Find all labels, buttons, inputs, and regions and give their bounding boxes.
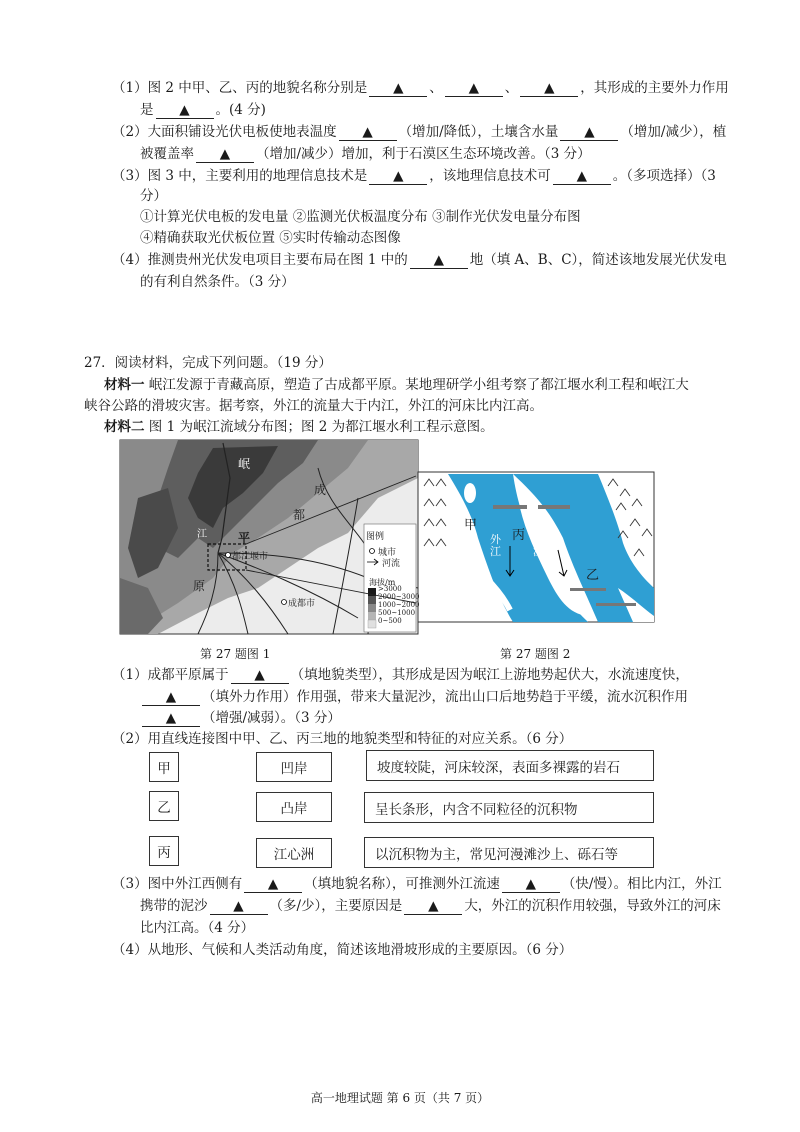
material-1-line1: 材料一 岷江发源于青藏高原，塑造了古成都平原。某地理研学小组考察了都江堰水利工程和岷江大 bbox=[104, 377, 689, 393]
legend-river: 河流 bbox=[382, 559, 401, 569]
q27-3-line3: 比内江高。（4 分） bbox=[140, 920, 255, 936]
answer-blank[interactable]: ▲ bbox=[142, 689, 200, 706]
answer-blank[interactable]: ▲ bbox=[231, 667, 289, 684]
answer-blank[interactable]: ▲ bbox=[244, 876, 302, 893]
label-jia: 甲 bbox=[464, 518, 478, 533]
q27-title: 27．阅读材料，完成下列问题。（19 分） bbox=[84, 355, 332, 371]
legend-title: 图例 bbox=[366, 532, 385, 542]
legend-city: 城市 bbox=[378, 548, 397, 558]
q26-3-options1: ①计算光伏电板的发电量 ②监测光伏板温度分布 ③制作光伏发电量分布图 bbox=[140, 209, 581, 225]
label-jiang: 江 bbox=[197, 529, 207, 540]
q27-1-line2: ▲ （填外力作用）作用强，带来大量泥沙，流出山口后地势趋于平缓，流水沉积作用 bbox=[140, 687, 688, 707]
answer-blank[interactable]: ▲ bbox=[369, 168, 427, 185]
fig1-caption: 第 27 题图 1 bbox=[200, 647, 271, 661]
material-1-line2: 峡谷公路的滑坡灾害。据考察，外江的流量大于内江，外江的河床比内江高。 bbox=[84, 398, 543, 414]
q26-2-line2: 被覆盖率 ▲ （增加/减少）增加，利于石漠区生态环境改善。（3 分） bbox=[140, 146, 591, 162]
label-ping: 平 bbox=[238, 531, 251, 545]
legend-elev-1: 2000~3000 bbox=[378, 593, 420, 601]
match-right-2[interactable]: 呈长条形，内含不同粒径的沉积物 bbox=[364, 792, 654, 823]
match-left-bing[interactable]: 丙 bbox=[149, 836, 179, 866]
legend-elev-title: 海拔/m bbox=[369, 578, 396, 587]
match-left-yi[interactable]: 乙 bbox=[149, 791, 179, 821]
label-yi: 乙 bbox=[586, 568, 600, 583]
answer-blank[interactable]: ▲ bbox=[410, 252, 468, 269]
answer-blank[interactable]: ▲ bbox=[369, 80, 427, 97]
answer-blank[interactable]: ▲ bbox=[560, 124, 618, 141]
label-yuan: 原 bbox=[193, 579, 206, 593]
answer-blank[interactable]: ▲ bbox=[553, 168, 611, 185]
answer-blank[interactable]: ▲ bbox=[404, 898, 462, 915]
q26-2-line1: （2）大面积铺设光伏电板使地表温度 ▲ （增加/降低），土壤含水量 ▲ （增加/减少），植 bbox=[112, 124, 727, 140]
match-mid-jiangxinzhou[interactable]: 江心洲 bbox=[256, 838, 332, 868]
q26-4-line2: 的有利自然条件。（3 分） bbox=[140, 274, 295, 290]
label-cheng: 成 bbox=[314, 483, 327, 497]
match-mid-tuan[interactable]: 凸岸 bbox=[256, 792, 332, 822]
answer-blank[interactable]: ▲ bbox=[339, 124, 397, 141]
label-du: 都 bbox=[293, 508, 306, 522]
q26-1-line2: 是 ▲ 。(4 分) bbox=[140, 102, 266, 118]
answer-blank[interactable]: ▲ bbox=[445, 80, 503, 97]
label-dujiangyan-city: 都江堰市 bbox=[232, 552, 269, 562]
answer-blank[interactable]: ▲ bbox=[142, 710, 200, 727]
label-waijiang: 外江 bbox=[490, 533, 501, 558]
q26-3-line1: （3）图 3 中，主要利用的地理信息技术是 ▲ ，该地理信息技术可 ▲ 。（多项选择）（3 bbox=[112, 168, 716, 184]
fig2-caption: 第 27 题图 2 bbox=[500, 647, 571, 661]
answer-blank[interactable]: ▲ bbox=[156, 102, 214, 119]
answer-blank[interactable]: ▲ bbox=[520, 80, 578, 97]
material-2-line: 材料二 图 1 为岷江流域分布图；图 2 为都江堰水利工程示意图。 bbox=[104, 419, 494, 435]
q27-2-line: （2）用直线连接图中甲、乙、丙三地的地貌类型和特征的对应关系。（6 分） bbox=[112, 731, 573, 747]
answer-blank[interactable]: ▲ bbox=[502, 876, 560, 893]
page-footer: 高一地理试题 第 6 页（共 7 页） bbox=[310, 1091, 490, 1105]
q27-1-line1: （1）成都平原属于 ▲ （填地貌类型），其形成是因为岷江上游地势起伏大，水流速度快， bbox=[112, 667, 689, 683]
q27-3-line1: （3）图中外江西侧有 ▲ （填地貌名称），可推测外江流速 ▲ （快/慢）。相比内江，外江 bbox=[112, 876, 722, 892]
match-mid-aoan[interactable]: 凹岸 bbox=[256, 752, 332, 782]
q26-4-line1: （4）推测贵州光伏发电项目主要布局在图 1 中的 ▲ 地（填 A、B、C），简述该地发展光伏发电 bbox=[112, 252, 727, 268]
q26-1-line1: （1）图 2 中甲、乙、丙的地貌名称分别是 ▲ 、 ▲ 、 ▲ ，其形成的主要外力作用 bbox=[112, 80, 729, 96]
label-neijiang: 内江 bbox=[533, 533, 544, 558]
label-bing: 丙 bbox=[512, 528, 526, 543]
q27-3-line2: 携带的泥沙 ▲ （多/少），主要原因是 ▲ 大，外江的沉积作用较强，导致外江的河床 bbox=[140, 898, 721, 914]
match-right-1[interactable]: 坡度较陡，河床较深，表面多裸露的岩石 bbox=[366, 750, 654, 781]
q27-1-line3: ▲ （增强/减弱）。（3 分） bbox=[140, 708, 341, 728]
legend-elev-4: 0~500 bbox=[378, 617, 402, 625]
label-chengdu-city: 成都市 bbox=[288, 599, 316, 609]
match-left-jia[interactable]: 甲 bbox=[149, 752, 179, 782]
q27-4-line: （4）从地形、气候和人类活动角度，简述该地滑坡形成的主要原因。（6 分） bbox=[112, 942, 573, 958]
answer-blank[interactable]: ▲ bbox=[196, 146, 254, 163]
match-right-3[interactable]: 以沉积物为主，常见河漫滩沙上、砾石等 bbox=[364, 837, 654, 868]
answer-blank[interactable]: ▲ bbox=[210, 898, 268, 915]
legend-elev-2: 1000~2000 bbox=[378, 601, 420, 609]
legend-elev-3: 500~1000 bbox=[378, 609, 416, 617]
label-min-mountain: 岷 bbox=[238, 457, 251, 471]
q26-3-line2: 分） bbox=[140, 188, 167, 204]
legend-elev-0: >3000 bbox=[378, 585, 402, 593]
q26-3-options2: ④精确获取光伏板位置 ⑤实时传输动态图像 bbox=[140, 230, 401, 246]
